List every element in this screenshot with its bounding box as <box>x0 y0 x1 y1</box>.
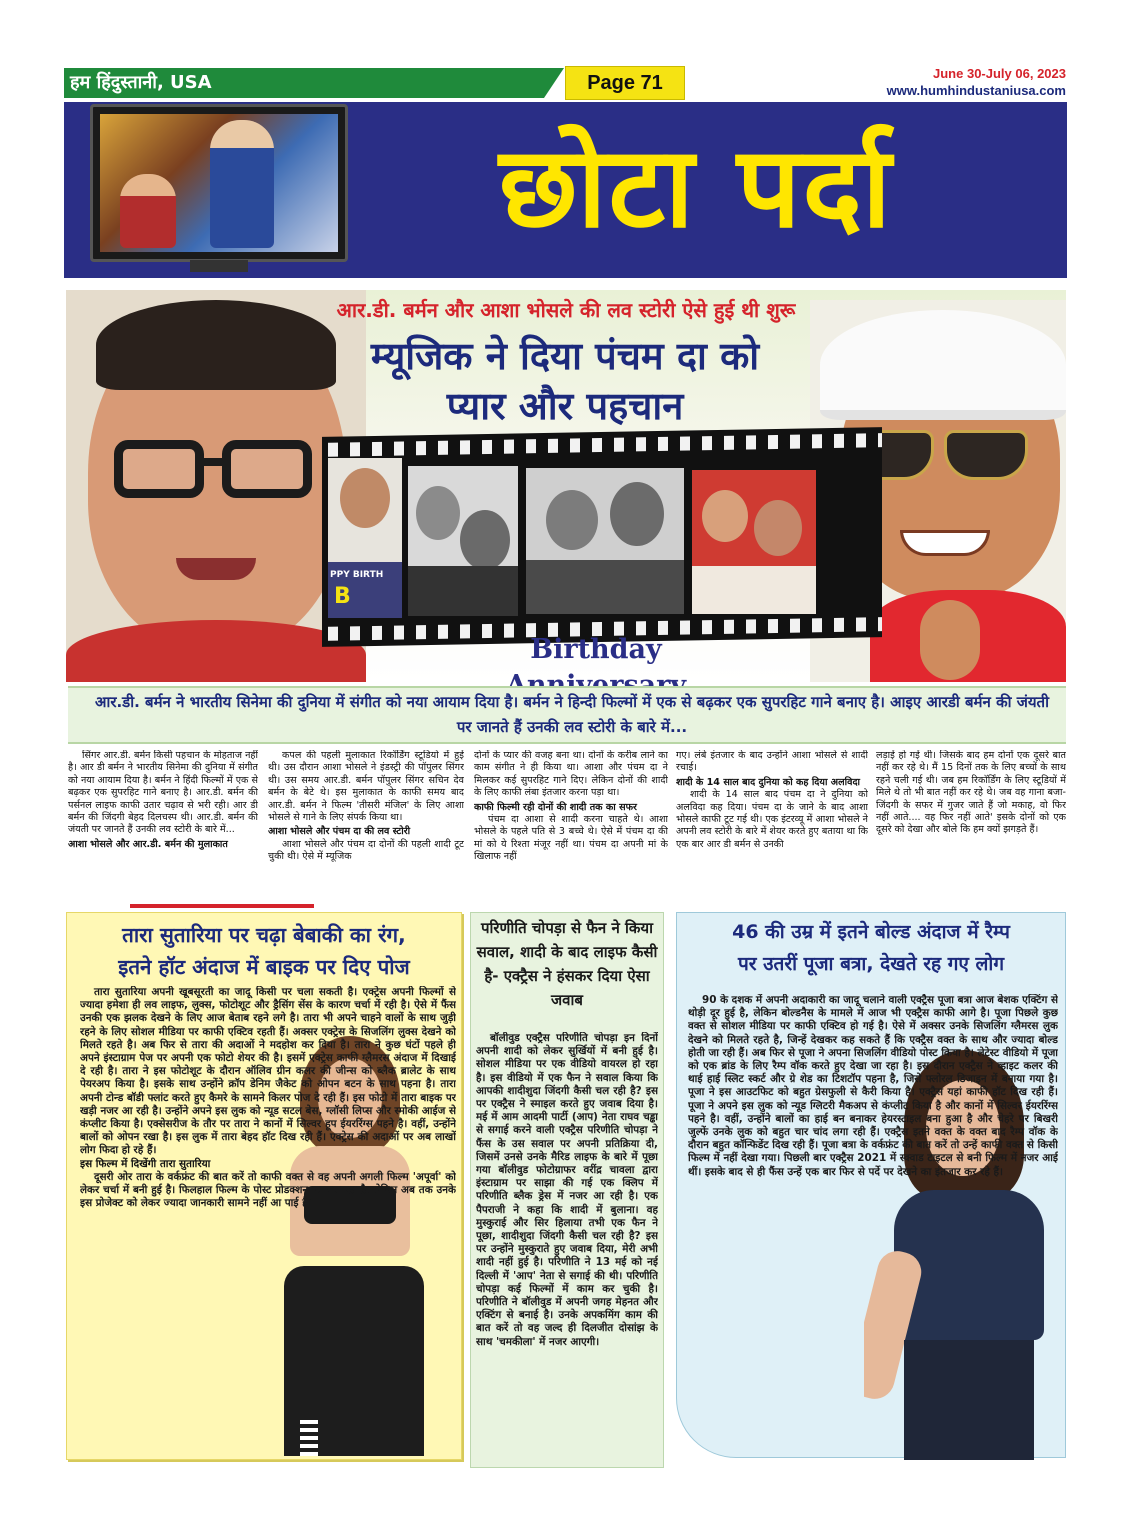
lead-col3-text2: पंचम दा आशा से शादी करना चाहते थे। आशा भोसले के पहले पति से 3 बच्चे थे। ऐसे में पंचम दा की मां को ये रिश्ता मंजूर नहीं था। पंचम दा अपनी मां के खिलाफ नहीं <box>474 814 668 863</box>
lead-col2-subhead: आशा भोसले और पंचम दा की लव स्टोरी <box>268 826 411 838</box>
lead-col2-text: कपल की पहली मुलाकात रिकॉर्डिंग स्टूडियो में हुई थी। उस दौरान आशा भोसले ने इंडस्ट्री की पॉपुलर सिंगर थी। उस समय आर.डी. बर्मन पॉपुलर सिंगर सचिन देव बर्मन के बेटे थे। इस मुलाकात के काफी समय बाद आर.डी. बर्मन ने फिल्म 'तीसरी मंजिल' के लिए आशा भोसले से गाने के लिए संपर्क किया था। <box>268 750 464 824</box>
website-link[interactable]: www.humhindustaniusa.com <box>886 83 1066 98</box>
lead-intro: आर.डी. बर्मन ने भारतीय सिनेमा की दुनिया में संगीत को नया आयाम दिया है। बर्मन ने हिन्दी फिल्मों में एक से बढ़कर एक सुपरहिट गाने बनाए है। आइए आरडी बर्मन की जंयती पर जानते हैं उनकी लव स्टोरी के बारे में... <box>95 693 1049 736</box>
lead-col1-text: सिंगर आर.डी. बर्मन किसी पहचान के मोहताज नहीं है। आर डी बर्मन ने भारतीय सिनेमा की दुनिया में संगीत को नया आयाम दिया है। बर्मन ने हिंदी फिल्मों में एक से बढ़कर एक सुपरहिट गाने बनाए है। आर.डी. बर्मन की पर्सनल लाइफ काफी उतार चढ़ाव से भरी रही। आर डी बर्मन की जिंदगी बेहद दिलचस्प थी। आर.डी. बर्मन की जंयती पर जानते हैं उनकी लव स्टोरी के बारे में... <box>68 750 258 836</box>
section-title: छोटा पर्दा <box>498 123 894 253</box>
pooja-headline-2: पर उतरीं पूजा बत्रा, देखते रह गए लोग <box>737 953 1005 975</box>
parineeti-body <box>476 1032 658 1464</box>
lead-red-underline <box>130 904 314 908</box>
tara-para-2: दूसरी ओर तारा के वर्कफ्रंट की बात करें तो काफी वक्त से वह अपनी अगली फिल्म 'अपूर्वा' को लेकर चर्चा में बनी हुई है। फिलहाल फिल्म के पोस्ट प्रोडक्शन का चल रहा है, लेकिन अब तक उनके इस प्रोजेक्ट को लेकर ज्यादा जानकारी सामने नहीं आ पाई है। <box>80 1170 456 1210</box>
tv-set-icon <box>90 104 350 272</box>
lead-col3-subhead: काफी फिल्मी रही दोनों की शादी तक का सफर <box>474 801 637 813</box>
parineeti-headline: परिणीति चोपड़ा से फैन ने किया सवाल, शादी के बाद लाइफ कैसी है- एक्ट्रैस ने हंसकर दिया ऐसा जवाब <box>476 919 658 1009</box>
lead-col2-text2: आशा भोसले और पंचम दा दोनों की पहली शादी टूट चुकी थी। ऐसे में म्यूजिक <box>268 838 464 863</box>
pooja-body <box>688 994 1058 1454</box>
tara-subhead: इस फिल्म में दिखेंगी तारा सुतारिया <box>80 1157 211 1170</box>
pooja-para-1: 90 के दशक में अपनी अदाकारी का जादू चलाने वाली एक्ट्रैस पूजा बत्रा आज बेशक एक्टिंग से थोड़ी दूर हुई है, लेकिन बोल्डनैस के मामले में आज भी एक्ट्रैस काफी आगे है। पूजा पिछले कुछ वक्त से सोशल मीडिया पर काफी एक्टिव हो गई है। ऐसे में अक्सर उनके सिजलिंग ग्लैमरस लुक देखने को मिलते रहते है, जिन्हें देखकर कह सकते हैं कि एक्ट्रैस वक्त के साथ और ज्यादा बोल्ड होती जा रही हैं। अब फिर से पूजा ने अपना सिजलिंग वीडियो पोस्ट किया है। लेटेस्ट वीडियो में पूजा को एक ब्रांड के लिए रैम्प वॉक करते हुए देखा जा रहा है। इस दौरान एक्ट्रैस ने व्हाइट कलर की थाई हाई स्लिट स्कर्ट और ग्रे शेड का टिशटॉप पहना है, जिसे फ्लोरल डिजाइन में बनाया गया है। पूजा ने इस आउटफिट को बहुत ग्रेसफुली से कैरी किया है। एक्ट्रैस यहां काफी हॉट दिख रही हैं। पूजा ने अपने इस लुक को न्यूड ग्लिटरी मैकअप से कंप्लीट किया है और कानों में सिल्वर ईयररिंग्स पहने है। वहीं, उन्होंने बालों का हाई बन बनाकर हेयरस्टाइल बना हुआ है और चेहरे पर बिखरी जुल्फें उनके लुक को बहुत चार चांद लगा रही हैं। एक्ट्रैस इतने वक्त के वक्त बाद रैम्प वॉक के दौरान बहुत कॉन्फिडेंट दिख रही हैं। पूजा बत्रा के वर्कफ्रंट की बात करें तो उन्हें काफी वक्त से किसी फिल्म में नहीं देखा गया। पिछली बार एक्ट्रैस 2021 में स्क्वाड टाइटल से बनी फिल्म में नजर आई थीं। इसके बाद से ही फैंस उन्हें एक बार फिर से पर्दे पर देखने का इंतजार कर रहे हैं। <box>688 994 1058 1178</box>
lead-col4-text2: शादी के 14 साल बाद पंचम दा ने दुनिया को अलविदा कह दिया। पंचम दा के जाने के बाद आशा भोसले काफी टूट गई थी। एक इंटरव्यू में आशा भोसले ने अपनी लव स्टोरी के बारे में शेयर करते हुए बताया था कि एक बार आर डी बर्मन से उनकी <box>676 789 868 850</box>
lead-column-4 <box>676 750 868 900</box>
issue-date: June 30-July 06, 2023 <box>933 66 1066 81</box>
parineeti-para-1: बॉलीवुड एक्ट्रैस परिणीति चोपड़ा इन दिनों अपनी शादी को लेकर सुर्खियों में बनी हुई है। सोशल मीडिया पर एक वीडियो वायरल हो रहा है। इस वीडियो में एक फैन ने सवाल किया कि आपकी शादीशुदा जिंदगी कैसी चल रही है? इस पर एक्ट्रैस ने स्माइल करते हुए जवाब दिया है। मई में आम आदमी पार्टी (आप) नेता राघव चड्ढा से सगाई करने वाली एक्ट्रैस परिणीति चोपड़ा ने फैंस के उस सवाल पर अपनी प्रतिक्रिया दी, जिसमें उनसे उनके मैरिड लाइफ के बारे में पूछा गया बॉलीवुड फोटोग्राफर वरींद्र चावला द्वारा इंस्टाग्राम पर साझा की गई एक क्लिप में परिणीति ब्लैक ड्रेस में नजर आ रही है। एक पैपराजी ने कहा कि शादी में बुलाना। वह मुस्कुराई और सिर हिलाया तभी एक फैन ने पूछा, शादीशुदा जिंदगी कैसी चल रही है? इस पर उन्होंने मुस्कुराते हुए जवाब दिया, मेरी अभी शादी नहीं हुई है। परिणीति ने 13 मई को नई दिल्ली में 'आप' नेता से सगाई की थी। परिणीति चोपड़ा कई फिल्मों में काम कर चुकी है। परिणीति ने बॉलीवुड में अपनी जगह मेहनत और एक्टिंग से बनाई है। उनके अपकमिंग काम की बात करें तो वह जल्द ही दिलजीत दोसांझ के साथ 'चमकीला' में नजर आएगी। <box>476 1032 658 1348</box>
lead-col4-subhead: शादी के 14 साल बाद दुनिया को कह दिया अलविदा <box>676 776 861 788</box>
lead-headline-line1: म्यूजिक ने दिया पंचम दा को <box>370 334 760 378</box>
lead-column-1 <box>68 750 258 900</box>
film-frame-2 <box>408 466 518 616</box>
lead-headline-line2: प्यार और पहचान <box>446 384 684 428</box>
page-number: Page 71 <box>587 72 663 94</box>
lead-col1-subhead: आशा भोसले और आर.डी. बर्मन की मुलाकात <box>68 838 228 850</box>
film-frame-1 <box>328 458 402 618</box>
lead-col3-text: दोनों के प्यार की वजह बना था। दोनों के करीब लाने का काम संगीत ने ही किया था। आशा और पंचम दा ने मिलकर कई सुपरहिट गाने दिए। लेकिन दोनों की शादी के लिए काफी लंबा इंतजार करना पड़ा था। <box>474 750 668 799</box>
masthead: हम हिंदुस्तानी, USA <box>70 72 212 93</box>
tara-headline-2: इतने हॉट अंदाज में बाइक पर दिए पोज <box>118 955 410 979</box>
film-frame-3 <box>526 468 684 614</box>
pooja-headline-1: 46 की उम्र में इतने बोल्ड अंदाज में रैम्प <box>732 921 1010 943</box>
lead-column-3 <box>474 750 668 900</box>
film-frame-caption: PPY BIRTH <box>330 570 384 580</box>
tara-headline-1: तारा सुतारिया पर चढ़ा बेबाकी का रंग, <box>122 923 406 947</box>
film-frame-letter: B <box>334 584 351 609</box>
film-frame-4 <box>692 470 816 614</box>
lead-kicker: आर.डी. बर्मन और आशा भोसले की लव स्टोरी ऐसे हुई थी शुरू <box>336 298 796 322</box>
tara-para-1: तारा सुतारिया अपनी खूबसूरती का जादू किसी पर चला सकती है। एक्ट्रेस अपनी फिल्मों से ज्यादा हमेशा ही लव लाइफ, लुक्स, फोटोशूट और ड्रैसिंग सेंस के कारण चर्चा में रही है। ऐसे में फैंस उनकी एक झलक देखने के लिए आज बेताब रहने लगे है। तारा भी अपने चाहने वालों के साथ जुड़ी रहने के लिए सोशल मीडिया पर काफी एक्टिव रहती हैं। अक्सर एक्ट्रेस के सिजलिंग लुक्स देखने को मिलते रहते है। अब फिर से तारा की अदाओं ने मदहोश कर दिया है। तारा ने कुछ घंटों पहले ही अपने इंस्टाग्राम पेज पर अपनी एक फोटो शेयर की है। इसमें एक्ट्रेस काफी ग्लैमरस अंदाज में दिखाई दे रही है। तारा ने इस फोटोशूट के दौरान ऑलिव ग्रीन कलर की जीन्स को ब्लैक ब्रालेट के साथ पेयरअप किया है। इसके साथ उन्होंने क्रॉप डेनिम जैकेट को ओपन बटन के साथ पहना है। तारा अपनी टोन्ड बॉडी फ्लांट करते हुए कैमरे के सामने किलर पोज दे रही हैं। इस फोटो में तारा बाइक पर खड़ी नजर आ रही है। उन्होंने अपने इस लुक को न्यूड सटल बेस, ग्लॉसी लिप्स और स्मोकी आईज से कंप्लीट किया है। एक्सेसरीज के तौर पर तारा ने कानों में सिल्वर हूप ईयररिंग्स पहने है। वहीं, उन्होंने बालों को ओपन रखा है। इस लुक में तारा बेहद हॉट दिख रही हैं। एक्ट्रेस की अदाओं पर अब लाखों लोग फिदा हो रहे हैं। <box>80 986 456 1157</box>
lead-column-5 <box>876 750 1066 900</box>
lead-col5-text: लड़ाई हो गई थी। जिसके बाद हम दोनों एक दूसरे बात नहीं कर रहे थे। मैं 15 दिनों तक के लिए बच्चों के साथ रहने चली गई थी। जब हम रिकॉर्डिंग के लिए स्टूडियों में मिले थे तो भी बात नहीं कर रहे थे। जब वह गाना बजा- जिंदगी के सफर में गुजर जाते हैं जो मकाह, वो फिर नहीं आते.... वह फिर नहीं आते' इसके दोनों को एक दूसरे को देखा और बोले कि हम क्यों झगड़ते हैं। <box>876 750 1066 836</box>
lead-col4-text: गए। लंबे इंतजार के बाद उन्होंने आशा भोसले से शादी रचाई। <box>676 750 868 774</box>
birthday-banner: Birthday <box>530 634 662 665</box>
lead-column-2 <box>268 750 464 900</box>
tara-body <box>80 986 456 1454</box>
